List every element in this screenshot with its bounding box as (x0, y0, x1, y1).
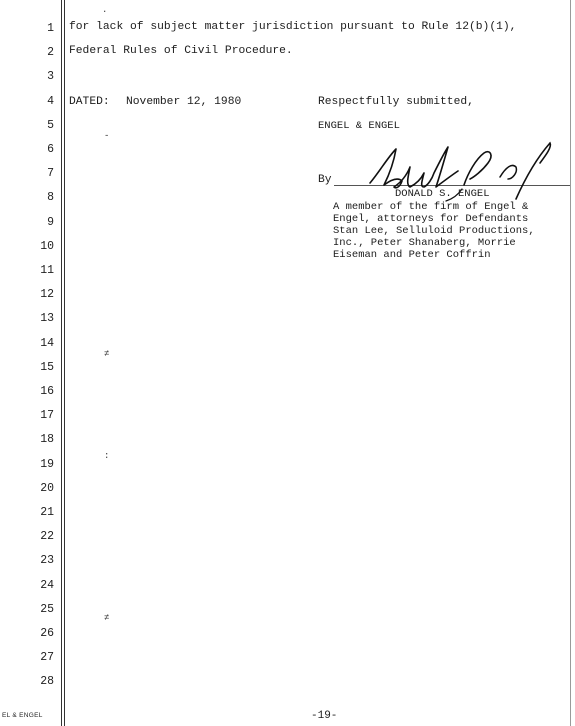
dated-label: DATED: (69, 96, 110, 108)
line-number: 1 (47, 22, 54, 35)
line-number: 25 (40, 602, 54, 616)
line-number: 15 (40, 360, 54, 374)
line-number: 18 (40, 433, 54, 447)
right-margin-rule (570, 0, 571, 726)
footer-firm-fragment: EL & ENGEL (2, 712, 43, 719)
line-number: 21 (40, 506, 54, 519)
signer-name: DONALD S. ENGEL (395, 188, 490, 200)
line-number: 26 (40, 627, 54, 640)
line-number: 17 (40, 409, 54, 423)
line-number: 22 (40, 530, 54, 544)
line-number: 4 (47, 94, 54, 108)
body-line-2: Federal Rules of Civil Procedure. (69, 45, 293, 57)
line-number: 24 (40, 578, 54, 592)
dated-date: November 12, 1980 (126, 96, 242, 108)
line-number: 7 (47, 167, 54, 181)
line-number: 10 (40, 239, 54, 253)
attorney-desc-3: Stan Lee, Selluloid Productions, (333, 225, 535, 237)
by-label: By (318, 174, 332, 186)
margin-rule (64, 0, 65, 726)
line-number: 28 (40, 675, 54, 689)
scan-speck: ≠ (104, 613, 110, 623)
line-number: 2 (47, 46, 54, 60)
scan-speck: - (104, 131, 110, 141)
line-number: 6 (47, 143, 54, 156)
margin-rule (61, 0, 62, 726)
closing-respectfully: Respectfully submitted, (318, 96, 474, 108)
line-number: 19 (40, 457, 54, 471)
attorney-desc-5: Eiseman and Peter Coffrin (333, 249, 491, 261)
line-number: 8 (47, 191, 54, 205)
firm-name: ENGEL & ENGEL (318, 120, 400, 132)
line-number: 27 (40, 651, 54, 665)
attorney-desc-1: A member of the firm of Engel & (333, 201, 529, 213)
line-number: 3 (47, 70, 54, 84)
line-number: 12 (40, 288, 54, 302)
line-number: 11 (40, 264, 54, 277)
attorney-desc-2: Engel, attorneys for Defendants (333, 213, 529, 225)
line-number: 16 (40, 385, 54, 398)
line-number: 20 (40, 481, 54, 495)
scan-speck: · (102, 7, 108, 17)
line-number: 13 (40, 312, 54, 326)
line-number: 9 (47, 215, 54, 229)
scan-speck: ≠ (104, 349, 110, 359)
scan-speck: : (104, 451, 110, 461)
line-number: 14 (40, 336, 54, 350)
page-number: -19- (311, 710, 338, 722)
line-number: 23 (40, 554, 54, 568)
attorney-desc-4: Inc., Peter Shanaberg, Morrie (333, 237, 516, 249)
body-line-1: for lack of subject matter jurisdiction pursuant to Rule 12(b)(1), (69, 21, 517, 33)
line-number: 5 (47, 118, 54, 132)
